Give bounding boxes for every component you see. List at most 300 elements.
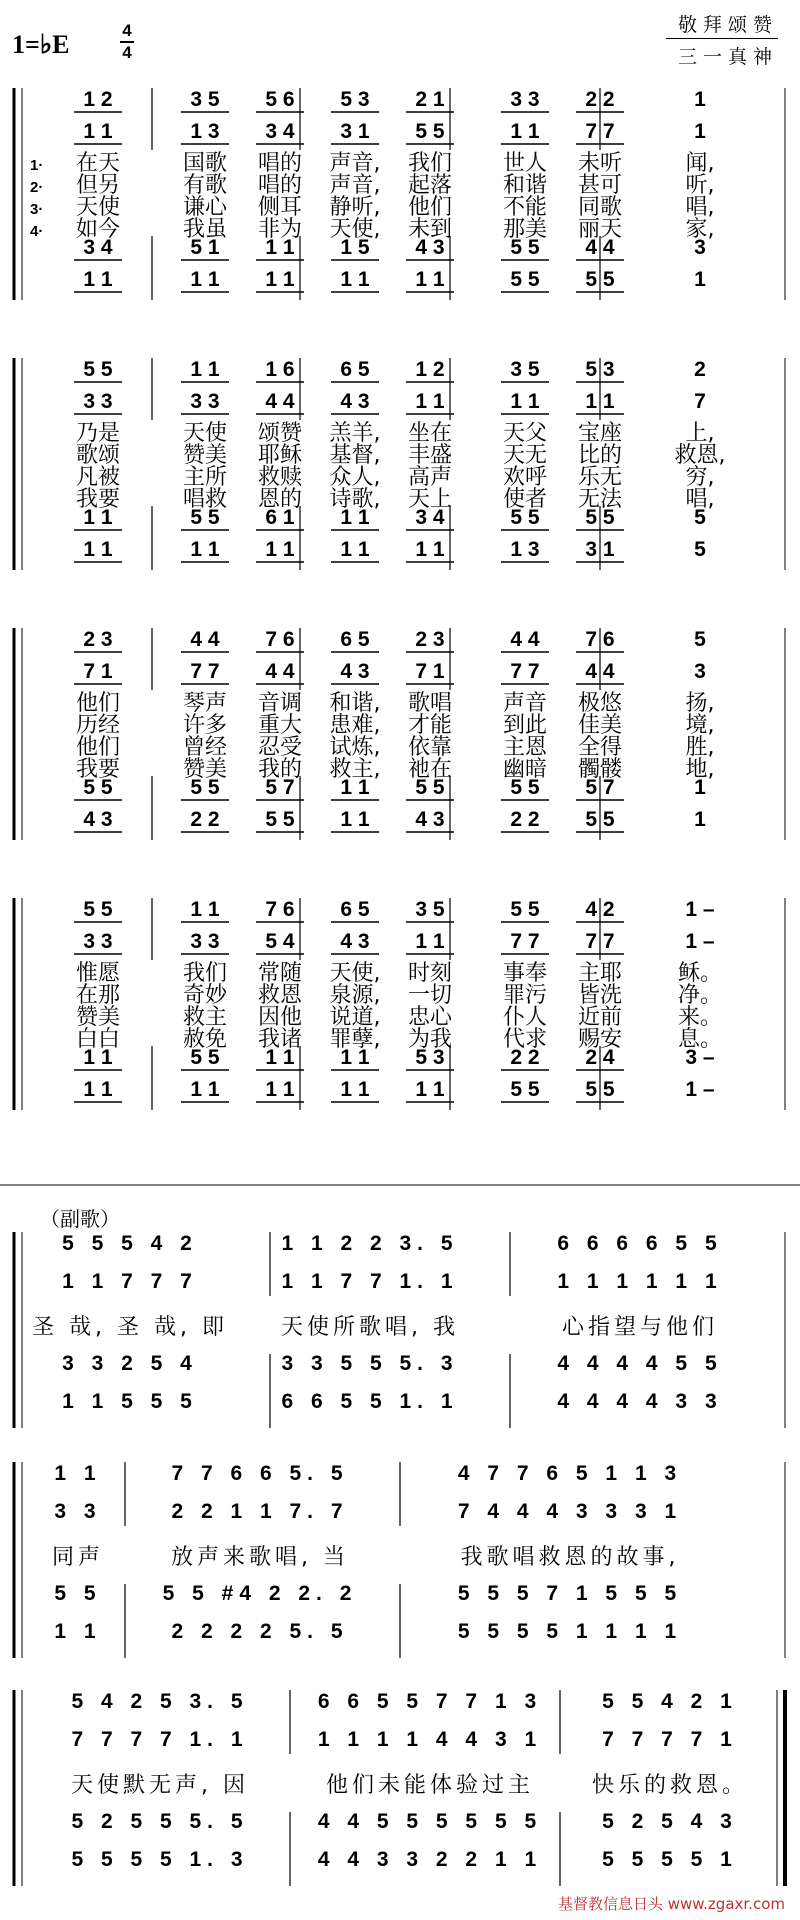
note-group: 5 5 — [415, 776, 445, 799]
lyric-word: 赦免 — [182, 1027, 228, 1052]
lyric-word: 代求 — [502, 1027, 548, 1052]
lyric-word: 声音 — [502, 691, 548, 716]
note-group: 5 5 — [585, 506, 615, 529]
note-group: 7 7 — [585, 930, 615, 953]
note-group: 2 4 — [585, 1046, 615, 1069]
note-group: 1 1 — [83, 538, 113, 561]
lyric-word: 我要 — [75, 487, 121, 512]
note-group: 1 2 — [415, 358, 445, 381]
note-group: 2 2 — [510, 808, 540, 831]
lyric-word: 净。 — [677, 983, 723, 1008]
lyric-word: 静听, — [329, 195, 381, 220]
note-group: 1 1 — [83, 506, 113, 529]
note-group: 2 3 — [83, 628, 113, 651]
lyric-word: 皆洗 — [577, 983, 623, 1008]
note-group: 4 3 — [340, 930, 370, 953]
note-group: 1 — [694, 776, 706, 799]
note-group: 1 1 — [340, 1078, 370, 1101]
note-group: 1 1 — [340, 268, 370, 291]
note-group: 1 1 — [340, 808, 370, 831]
note-group: 2 — [694, 358, 706, 381]
lyric-word: 依靠 — [407, 735, 453, 760]
note-group: 1 1 — [83, 120, 113, 143]
lyric-word: 赞美 — [182, 443, 228, 468]
lyric-word: 天使, — [329, 217, 381, 242]
note-group: 7 7 — [510, 660, 540, 683]
note-group: 5 5 — [510, 776, 540, 799]
lyric-word: 救主, — [329, 757, 381, 782]
lyric-word: 唱, — [685, 487, 715, 512]
lyric-word: 天上 — [407, 487, 453, 512]
note-group: 1 1 — [340, 776, 370, 799]
lyric-word: 宝座 — [577, 421, 623, 446]
note-group: 5 4 2 5 3. 5 — [71, 1690, 249, 1713]
lyric-word: 佳美 — [577, 713, 623, 738]
note-group: 1 1 — [54, 1620, 102, 1643]
refrain-label: （副歌） — [40, 1207, 120, 1231]
note-group: 3 3 — [83, 390, 113, 413]
lyric-word: 全得 — [577, 735, 623, 760]
note-group: 3 4 — [415, 506, 445, 529]
note-group: 4 3 — [340, 390, 370, 413]
lyric-word: 忍受 — [257, 735, 303, 760]
note-group: 1 1 5 5 5 — [62, 1390, 198, 1413]
note-group: 6 5 — [340, 898, 370, 921]
note-group: 1 1 1 1 1 1 — [557, 1270, 723, 1293]
lyric-word: 世人 — [502, 151, 548, 176]
lyric-word: 耶稣 — [257, 443, 303, 468]
note-group: 5 3 — [340, 88, 370, 111]
note-group: 1 3 — [190, 120, 220, 143]
lyric-word: 主恩 — [502, 735, 548, 760]
note-group: 5 5 — [83, 898, 113, 921]
lyric-word: 他们 — [75, 735, 121, 760]
note-group: 6 6 6 6 5 5 — [557, 1232, 723, 1255]
note-group: 1 — [694, 120, 706, 143]
lyric-word: 天使 — [75, 195, 121, 220]
lyric-word: 唱, — [685, 195, 715, 220]
note-group: 5 6 — [265, 88, 295, 111]
note-group: 3 – — [685, 1046, 715, 1069]
note-group: 1 1 — [415, 268, 445, 291]
note-group: 5 5 — [83, 776, 113, 799]
lyric-word: 罪孽, — [329, 1027, 381, 1052]
lyric-word: 因他 — [257, 1005, 303, 1030]
lyric-word: 家, — [685, 217, 715, 242]
lyric-word: 救赎 — [257, 465, 303, 490]
lyric-word: 那美 — [502, 217, 548, 242]
note-group: 6 1 — [265, 506, 295, 529]
note-group: 1 1 2 2 3. 5 — [281, 1232, 459, 1255]
lyric-word: 赐安 — [577, 1027, 623, 1052]
hymn-title: 敬拜颂赞 — [677, 14, 778, 36]
lyric-word: 奇妙 — [182, 983, 228, 1008]
lyric-word: 有歌 — [182, 173, 228, 198]
note-group: 5 5 — [510, 1078, 540, 1101]
note-group: 3 — [694, 660, 706, 683]
lyric-word: 赞美 — [182, 757, 228, 782]
note-group: 1 1 — [190, 898, 220, 921]
lyric-word: 比的 — [577, 443, 623, 468]
lyric-word: 在天 — [75, 151, 121, 176]
verse-number: 1· — [30, 157, 44, 174]
note-group: 5 5 — [265, 808, 295, 831]
lyric-word: 丽天 — [577, 217, 623, 242]
lyric-word: 胜, — [685, 735, 715, 760]
lyric-phrase: 我歌唱救恩的故事, — [460, 1545, 680, 1570]
lyric-word: 声音, — [329, 151, 381, 176]
lyric-word: 救恩 — [257, 983, 303, 1008]
note-group: 1 — [694, 268, 706, 291]
lyric-word: 未听 — [577, 151, 623, 176]
note-group: 3 4 — [83, 236, 113, 259]
lyric-word: 使者 — [502, 487, 548, 512]
note-group: 4 3 — [83, 808, 113, 831]
lyric-word: 无法 — [577, 487, 623, 512]
note-group: 3 3 2 5 4 — [62, 1352, 198, 1375]
lyric-word: 天使, — [329, 961, 381, 986]
note-group: 5 5 — [585, 1078, 615, 1101]
note-group: 3 3 — [190, 390, 220, 413]
lyric-word: 在那 — [75, 983, 121, 1008]
note-group: 5 5 5 4 2 — [62, 1232, 198, 1255]
lyric-phrase: 天使所歌唱, 我 — [281, 1315, 459, 1340]
lyric-word: 不能 — [502, 195, 548, 220]
lyric-word: 歌唱 — [407, 691, 453, 716]
lyric-word: 颂赞 — [257, 421, 303, 446]
note-group: 6 6 5 5 1. 1 — [281, 1390, 459, 1413]
note-group: 1 2 — [83, 88, 113, 111]
note-group: 1 1 — [415, 390, 445, 413]
lyric-word: 仆人 — [502, 1005, 548, 1030]
note-group: 1 1 — [415, 538, 445, 561]
time-signature-top: 4 — [122, 21, 132, 40]
note-group: 5 5 5 5 1 — [602, 1848, 738, 1871]
note-group: 7 7 — [585, 120, 615, 143]
lyric-phrase: 圣 哉, 圣 哉, 即 — [32, 1315, 228, 1340]
lyric-word: 扬, — [685, 691, 715, 716]
note-group: 2 2 1 1 7. 7 — [171, 1500, 349, 1523]
note-group: 3 3 — [83, 930, 113, 953]
note-group: 4 3 — [415, 808, 445, 831]
note-group: 4 4 — [265, 660, 295, 683]
note-group: 5 5 5 7 1 5 5 5 — [457, 1582, 683, 1605]
lyric-word: 白白 — [75, 1027, 121, 1052]
note-group: 2 2 — [585, 88, 615, 111]
note-group: 7 — [694, 390, 706, 413]
lyric-word: 幽暗 — [502, 757, 548, 782]
lyric-word: 天使 — [182, 421, 228, 446]
note-group: 5 5 — [510, 236, 540, 259]
lyric-word: 事奉 — [502, 961, 548, 986]
lyric-word: 才能 — [407, 713, 453, 738]
note-group: 7 7 — [510, 930, 540, 953]
note-group: 1 1 — [190, 358, 220, 381]
note-group: 3 5 — [415, 898, 445, 921]
lyric-word: 诗歌, — [329, 487, 381, 512]
note-group: 5 5 — [510, 506, 540, 529]
note-group: 4 4 5 5 5 5 5 5 — [317, 1810, 543, 1833]
lyric-word: 曾经 — [182, 735, 228, 760]
lyric-word: 和谐, — [329, 691, 381, 716]
lyric-word: 歌颂 — [75, 443, 121, 468]
lyric-word: 如今 — [75, 217, 121, 242]
note-group: 7 6 — [585, 628, 615, 651]
note-group: 6 5 — [340, 358, 370, 381]
note-group: 5 5 — [510, 898, 540, 921]
lyric-word: 我们 — [407, 151, 453, 176]
hymn-subtitle: 三一真神 — [677, 46, 778, 68]
lyric-word: 重大 — [257, 713, 303, 738]
lyric-word: 忠心 — [407, 1005, 453, 1030]
watermark: 基督教信息日头 www.zgaxr.com — [557, 1895, 785, 1913]
lyric-word: 息。 — [677, 1027, 723, 1052]
note-group: 5 5 — [83, 358, 113, 381]
key-signature: 1=♭E — [12, 30, 70, 59]
note-group: 4 4 3 3 2 2 1 1 — [317, 1848, 543, 1871]
lyric-word: 同歌 — [577, 195, 623, 220]
lyric-word: 到此 — [502, 713, 548, 738]
lyric-word: 丰盛 — [407, 443, 453, 468]
note-group: 1 1 — [190, 268, 220, 291]
note-group: 4 4 — [190, 628, 220, 651]
note-group: 3 5 — [190, 88, 220, 111]
note-group: 1 1 — [340, 538, 370, 561]
lyric-word: 凡被 — [75, 465, 121, 490]
note-group: 1 1 — [510, 390, 540, 413]
note-group: 1 1 — [585, 390, 615, 413]
lyric-word: 羔羊, — [329, 421, 381, 446]
note-group: 1 1 — [265, 538, 295, 561]
note-group: 5 5 4 2 1 — [602, 1690, 738, 1713]
note-group: 5 3 — [585, 358, 615, 381]
note-group: 7 4 4 4 3 3 3 1 — [457, 1500, 683, 1523]
lyric-word: 一切 — [407, 983, 453, 1008]
lyric-word: 极悠 — [577, 691, 623, 716]
note-group: 5 5 — [585, 268, 615, 291]
note-group: 7 1 — [415, 660, 445, 683]
lyric-word: 试炼, — [329, 735, 381, 760]
note-group: 5 3 — [415, 1046, 445, 1069]
lyric-word: 欢呼 — [502, 465, 548, 490]
note-group: 1 1 — [190, 538, 220, 561]
lyric-word: 上, — [685, 421, 715, 446]
lyric-word: 音调 — [257, 691, 303, 716]
lyric-word: 时刻 — [407, 961, 453, 986]
lyric-word: 闻, — [685, 151, 715, 176]
lyric-word: 赞美 — [75, 1005, 121, 1030]
lyric-word: 主耶 — [577, 961, 623, 986]
note-group: 4 4 4 4 3 3 — [557, 1390, 723, 1413]
note-group: 4 4 — [585, 236, 615, 259]
lyric-word: 未到 — [407, 217, 453, 242]
note-group: 4 4 — [585, 660, 615, 683]
lyric-word: 谦心 — [182, 195, 228, 220]
note-group: 4 3 — [415, 236, 445, 259]
lyric-word: 说道, — [329, 1005, 381, 1030]
lyric-word: 我诸 — [257, 1027, 303, 1052]
note-group: 5 — [694, 538, 706, 561]
lyric-word: 恩的 — [257, 487, 303, 512]
lyric-word: 乐无 — [577, 465, 623, 490]
lyric-word: 穷, — [685, 465, 715, 490]
lyric-word: 地, — [685, 757, 715, 782]
lyric-word: 和谐 — [502, 173, 548, 198]
note-group: 3 5 — [510, 358, 540, 381]
note-group: 5 5 — [415, 120, 445, 143]
note-group: 6 6 5 5 7 7 1 3 — [317, 1690, 543, 1713]
note-group: 1 – — [685, 1078, 715, 1101]
lyric-word: 我要 — [75, 757, 121, 782]
verse-number: 2· — [30, 179, 44, 196]
note-group: 3 3 — [510, 88, 540, 111]
note-group: 3 4 — [265, 120, 295, 143]
lyric-word: 基督, — [329, 443, 381, 468]
lyric-word: 髑髅 — [577, 757, 623, 782]
note-group: 3 — [694, 236, 706, 259]
lyric-word: 稣。 — [677, 961, 723, 986]
lyric-word: 惟愿 — [75, 961, 121, 986]
note-group: 1 1 — [83, 268, 113, 291]
lyric-word: 我们 — [182, 961, 228, 986]
note-group: 5 5 5 5 1 1 1 1 — [457, 1620, 683, 1643]
note-group: 3 1 — [340, 120, 370, 143]
note-group: 5 5 — [190, 506, 220, 529]
note-group: 2 2 — [510, 1046, 540, 1069]
lyric-word: 救主 — [182, 1005, 228, 1030]
note-group: 2 2 2 2 5. 5 — [171, 1620, 349, 1643]
note-group: 1 – — [685, 898, 715, 921]
note-group: 1 1 — [265, 268, 295, 291]
lyric-word: 但另 — [75, 173, 121, 198]
lyric-word: 他们 — [75, 691, 121, 716]
note-group: 2 1 — [415, 88, 445, 111]
note-group: 1 1 — [415, 930, 445, 953]
note-group: 4 4 — [265, 390, 295, 413]
lyric-word: 侧耳 — [257, 195, 303, 220]
lyric-word: 众人, — [329, 465, 381, 490]
note-group: 1 3 — [510, 538, 540, 561]
note-group: 1 1 — [83, 1078, 113, 1101]
note-group: 3 3 — [54, 1500, 102, 1523]
note-group: 5 5 — [585, 808, 615, 831]
note-group: 7 7 7 7 1. 1 — [71, 1728, 249, 1751]
note-group: 5 — [694, 506, 706, 529]
lyric-word: 天父 — [502, 421, 548, 446]
lyric-phrase: 同声 — [51, 1545, 105, 1570]
lyric-word: 主所 — [182, 465, 228, 490]
lyric-word: 乃是 — [75, 421, 121, 446]
note-group: 1 1 — [265, 1046, 295, 1069]
lyric-word: 琴声 — [182, 691, 228, 716]
note-group: 5 2 5 4 3 — [602, 1810, 738, 1833]
note-group: 1 1 — [415, 1078, 445, 1101]
note-group: 3 3 5 5 5. 3 — [281, 1352, 459, 1375]
lyric-word: 声音, — [329, 173, 381, 198]
lyric-phrase: 天使默无声, 因 — [71, 1773, 249, 1798]
verse-number: 4· — [30, 223, 44, 240]
note-group: 5 7 — [585, 776, 615, 799]
note-group: 5 4 — [265, 930, 295, 953]
note-group: 7 6 — [265, 898, 295, 921]
note-group: 1 1 1 1 4 4 3 1 — [317, 1728, 543, 1751]
note-group: 5 5 5 5 1. 3 — [71, 1848, 249, 1871]
lyric-word: 近前 — [577, 1005, 623, 1030]
lyric-word: 天无 — [502, 443, 548, 468]
lyric-word: 听, — [685, 173, 715, 198]
lyric-word: 为我 — [407, 1027, 453, 1052]
time-signature-bottom: 4 — [122, 43, 132, 62]
lyric-word: 非为 — [257, 217, 303, 242]
note-group: 1 6 — [265, 358, 295, 381]
note-group: 5 7 — [265, 776, 295, 799]
note-group: 1 1 — [265, 1078, 295, 1101]
note-group: 4 3 — [340, 660, 370, 683]
lyric-phrase: 放声来歌唱, 当 — [171, 1545, 349, 1570]
lyric-word: 我的 — [257, 757, 303, 782]
note-group: 5 5 — [510, 268, 540, 291]
note-group: 1 1 — [340, 506, 370, 529]
lyric-word: 罪污 — [502, 983, 548, 1008]
lyric-word: 国歌 — [182, 151, 228, 176]
note-group: 4 7 7 6 5 1 1 3 — [457, 1462, 683, 1485]
note-group: 1 – — [685, 930, 715, 953]
lyric-word: 境, — [685, 713, 715, 738]
note-group: 1 5 — [340, 236, 370, 259]
lyric-word: 常随 — [257, 961, 303, 986]
lyric-phrase: 心指望与他们 — [561, 1315, 719, 1340]
note-group: 1 — [694, 88, 706, 111]
lyric-word: 患难, — [329, 713, 381, 738]
note-group: 6 5 — [340, 628, 370, 651]
lyric-word: 甚可 — [577, 173, 623, 198]
note-group: 5 1 — [190, 236, 220, 259]
note-group: 5 2 5 5 5. 5 — [71, 1810, 249, 1833]
note-group: 4 4 — [510, 628, 540, 651]
lyric-word: 泉源, — [329, 983, 381, 1008]
lyric-word: 起落 — [407, 173, 453, 198]
note-group: 1 1 — [510, 120, 540, 143]
note-group: 2 2 — [190, 808, 220, 831]
note-group: 3 3 — [190, 930, 220, 953]
note-group: 1 — [694, 808, 706, 831]
lyric-word: 救恩, — [674, 443, 726, 468]
lyric-phrase: 他们未能体验过主 — [325, 1773, 535, 1798]
verse-number: 3· — [30, 201, 44, 218]
note-group: 1 1 — [190, 1078, 220, 1101]
note-group: 7 7 6 6 5. 5 — [171, 1462, 349, 1485]
lyric-word: 唱的 — [257, 151, 303, 176]
lyric-word: 他们 — [407, 195, 453, 220]
note-group: 7 6 — [265, 628, 295, 651]
lyric-word: 我虽 — [182, 217, 228, 242]
note-group: 1 1 7 7 1. 1 — [281, 1270, 459, 1293]
lyric-word: 许多 — [182, 713, 228, 738]
note-group: 1 1 — [54, 1462, 102, 1485]
lyric-word: 历经 — [75, 713, 121, 738]
lyric-word: 高声 — [407, 465, 453, 490]
lyric-word: 坐在 — [407, 421, 453, 446]
note-group: 7 1 — [83, 660, 113, 683]
note-group: 3 1 — [585, 538, 615, 561]
note-group: 4 4 4 4 5 5 — [557, 1352, 723, 1375]
lyric-word: 来。 — [677, 1005, 723, 1030]
note-group: 5 5 — [190, 776, 220, 799]
note-group: 1 1 — [265, 236, 295, 259]
note-group: 4 2 — [585, 898, 615, 921]
lyric-word: 祂在 — [407, 757, 453, 782]
lyric-word: 唱救 — [182, 487, 228, 512]
